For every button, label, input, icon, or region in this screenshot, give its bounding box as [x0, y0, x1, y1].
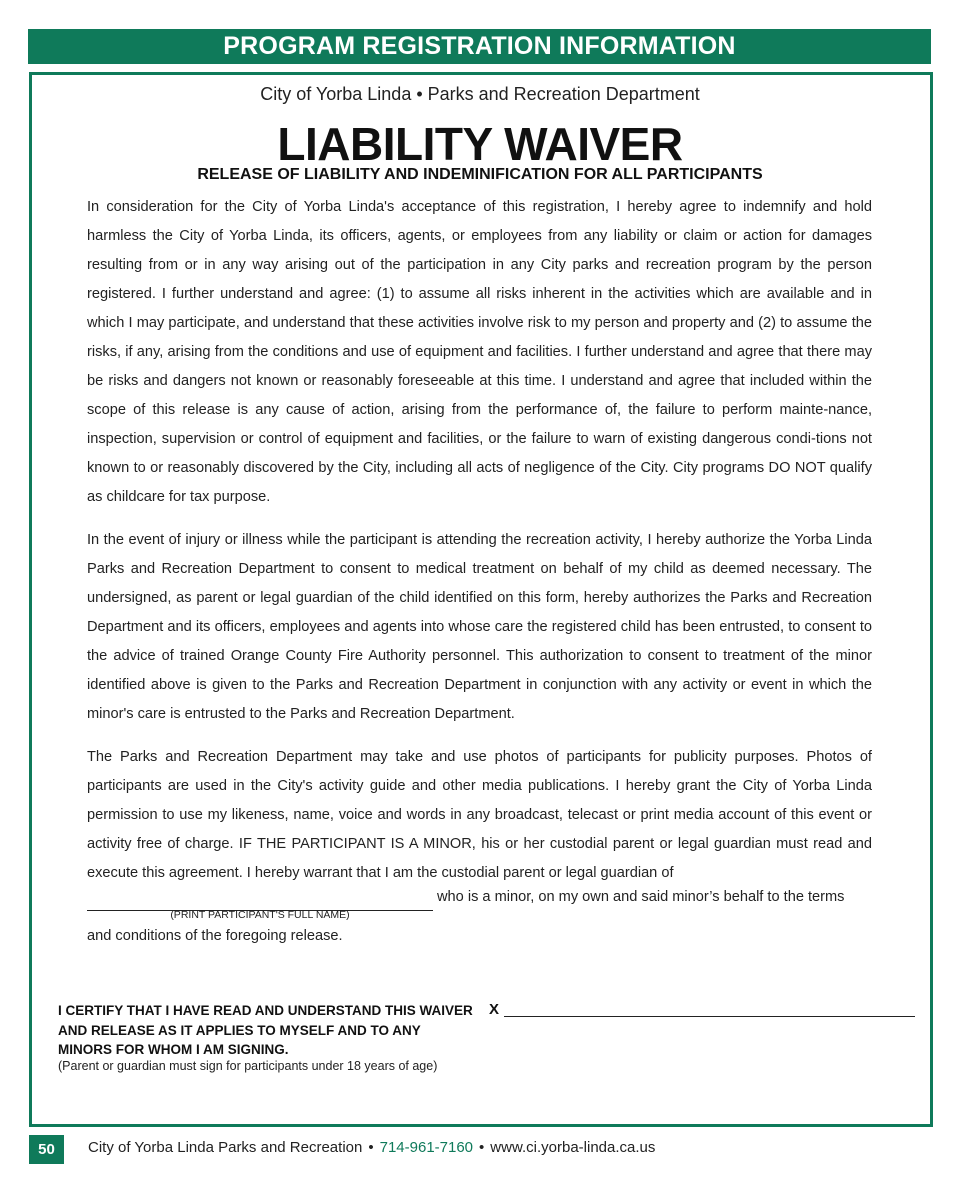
signature-field[interactable] — [504, 1016, 915, 1017]
liability-paragraph: In consideration for the City of Yorba Linda's acceptance of this registration, I hereby agree to indemnify and hold harmless the City of Yorba Linda, its officers, agents, or employees from any liability or claim or action for damages resulting from or in any way arising out of the participation in any City parks and recreation program by the person registered. I further understand and agree: (1) to assume all risks inherent in the activities which are available and in which I may participate, and understand that these activities involve risk to my person and property and (2) to assume the risks, if any, arising from the conditions and use of equipment and facilities. I further understand and agree that there may be risks and dangers not known or reasonably foreseeable at this time. I understand and agree that included within the scope of this release is any cause of action, arising from the performance of, the failure to perform mainte-nance, inspection, supervision or control of equipment and facilities, or the failure to warn of existing dangerous condi-tions not known to or reasonably discovered by the City, including all acts of negligence of the City. City programs DO NOT qualify as childcare for tax purpose. — [87, 199, 872, 505]
minor-statement: who is a minor, on my own and said minor’s behalf to the terms — [437, 889, 845, 905]
page-number: 50 — [29, 1135, 64, 1164]
footer-phone: 714-961-7160 — [379, 1139, 474, 1156]
signature-mark: X — [489, 1001, 500, 1018]
footer-website: www.ci.yorba-linda.ca.us — [490, 1139, 656, 1156]
waiver-title: LIABILITY WAIVER — [277, 118, 683, 170]
waiver-subtitle: RELEASE OF LIABILITY AND INDEMINIFICATION FOR ALL PARTICIPANTS — [197, 166, 763, 183]
footer-separator: • — [368, 1139, 374, 1156]
section-header: PROGRAM REGISTRATION INFORMATION — [28, 29, 931, 64]
footer — [88, 1139, 655, 1156]
closing-statement: and conditions of the foregoing release. — [87, 928, 343, 944]
footer-separator: • — [479, 1139, 485, 1156]
participant-name-caption: (PRINT PARTICIPANT'S FULL NAME) — [170, 909, 350, 921]
certify-statement: I CERTIFY THAT I HAVE READ AND UNDERSTAND THIS WAIVER AND RELEASE AS IT APPLIES TO MYSELF AND TO ANY MINORS FOR WHOM I AM SIGNING. — [58, 1003, 473, 1057]
photo-release-paragraph: The Parks and Recreation Department may take and use photos of participants for publicity purposes. Photos of participants are used in the City's activity guide and other media publications. I hereby grant the City of Yorba Linda permission to use my likeness, name, voice and words in any broadcast, telecast or print media account of this event or activity free of charge. IF THE PARTICIPANT IS A MINOR, his or her custodial parent or legal guardian must read and execute this agreement. I hereby warrant that I am the custodial parent or legal guardian of — [87, 749, 872, 881]
medical-consent-paragraph: In the event of injury or illness while the participant is attending the recreation activity, I hereby authorize the Yorba Linda Parks and Recreation Department to consent to medical treatment on behalf of my child as deemed necessary. The undersigned, as parent or legal guardian of the child identified on this form, hereby authorizes the Parks and Recreation Department and its officers, employees and agents into whose care the registered child has been entrusted, to consent to the advice of trained Orange County Fire Authority personnel. This authorization to consent to treatment of the minor identified above is given to the Parks and Recreation Department in conjunction with any activity or event in which the minor's care is entrusted to the Parks and Recreation Department. — [87, 532, 872, 722]
department-line: City of Yorba Linda • Parks and Recreation Department — [260, 84, 700, 104]
certify-note: (Parent or guardian must sign for participants under 18 years of age) — [58, 1059, 438, 1073]
footer-org: City of Yorba Linda Parks and Recreation — [88, 1139, 363, 1156]
